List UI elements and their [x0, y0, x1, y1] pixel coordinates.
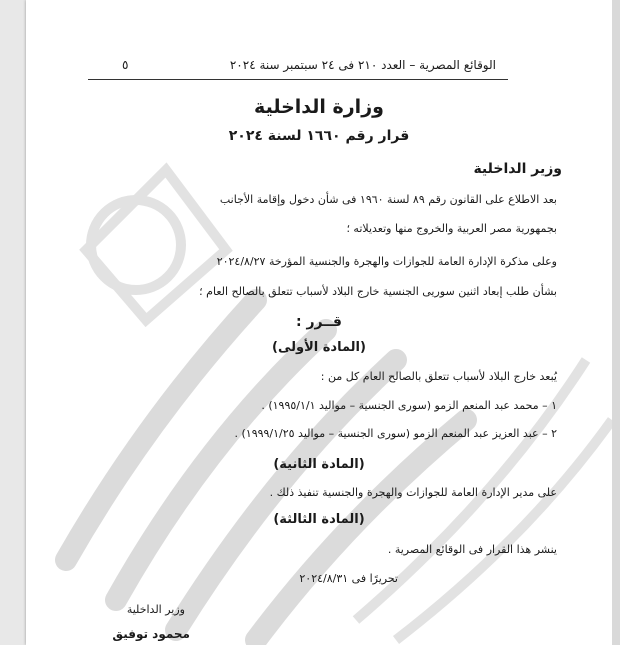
article-2-text: على مدير الإدارة العامة للجوازات والهجرة والجنسية تنفيذ ذلك .	[269, 486, 557, 499]
scrollbar-track[interactable]	[612, 0, 620, 645]
article-3-text: ينشر هذا القرار فى الوقائع المصرية .	[387, 543, 557, 556]
issuer-heading: وزير الداخلية	[473, 161, 562, 177]
preamble-line-2: بجمهورية مصر العربية والخروج منها وتعديلاته ؛	[346, 222, 557, 235]
decided-label: قــرر :	[296, 314, 342, 330]
preamble-line-1: بعد الاطلاع على القانون رقم ٨٩ لسنة ١٩٦٠ فى شأن دخول وإقامة الأجانب	[219, 193, 557, 206]
header-rule	[88, 79, 508, 80]
article-3-title: (المادة الثالثة)	[273, 512, 365, 527]
article-2-title: (المادة الثانية)	[273, 457, 365, 472]
document-page	[26, 0, 612, 645]
article-1-title: (المادة الأولى)	[272, 340, 366, 355]
issue-date: تحريرًا فى ٢٠٢٤/٨/٣١	[299, 572, 398, 585]
page-number: ٥	[122, 58, 129, 72]
ministry-title: وزارة الداخلية	[254, 96, 384, 118]
deportee-item: ١ – محمد عبد المنعم الزمو (سورى الجنسية – مواليد ١٩٩٥/١/١) .	[261, 399, 557, 412]
signatory-name: محمود توفيق	[112, 627, 190, 641]
gazette-header: الوقائع المصرية – العدد ٢١٠ فى ٢٤ سبتمبر سنة ٢٠٢٤	[229, 58, 496, 72]
article-1-text: يُبعد خارج البلاد لأسباب تتعلق بالصالح العام كل من :	[320, 370, 557, 383]
preamble-line-4: بشأن طلب إبعاد اثنين سوريى الجنسية خارج البلاد لأسباب تتعلق بالصالح العام ؛	[199, 285, 557, 298]
preamble-line-3: وعلى مذكرة الإدارة العامة للجوازات والهجرة والجنسية المؤرخة ٢٠٢٤/٨/٢٧	[216, 255, 557, 268]
deportee-item: ٢ – عبد العزيز عبد المنعم الزمو (سورى الجنسية – مواليد ١٩٩٩/١/٢٥) .	[234, 427, 557, 440]
signatory-title: وزير الداخلية	[126, 603, 185, 616]
decree-title: قرار رقم ١٦٦٠ لسنة ٢٠٢٤	[228, 128, 410, 144]
